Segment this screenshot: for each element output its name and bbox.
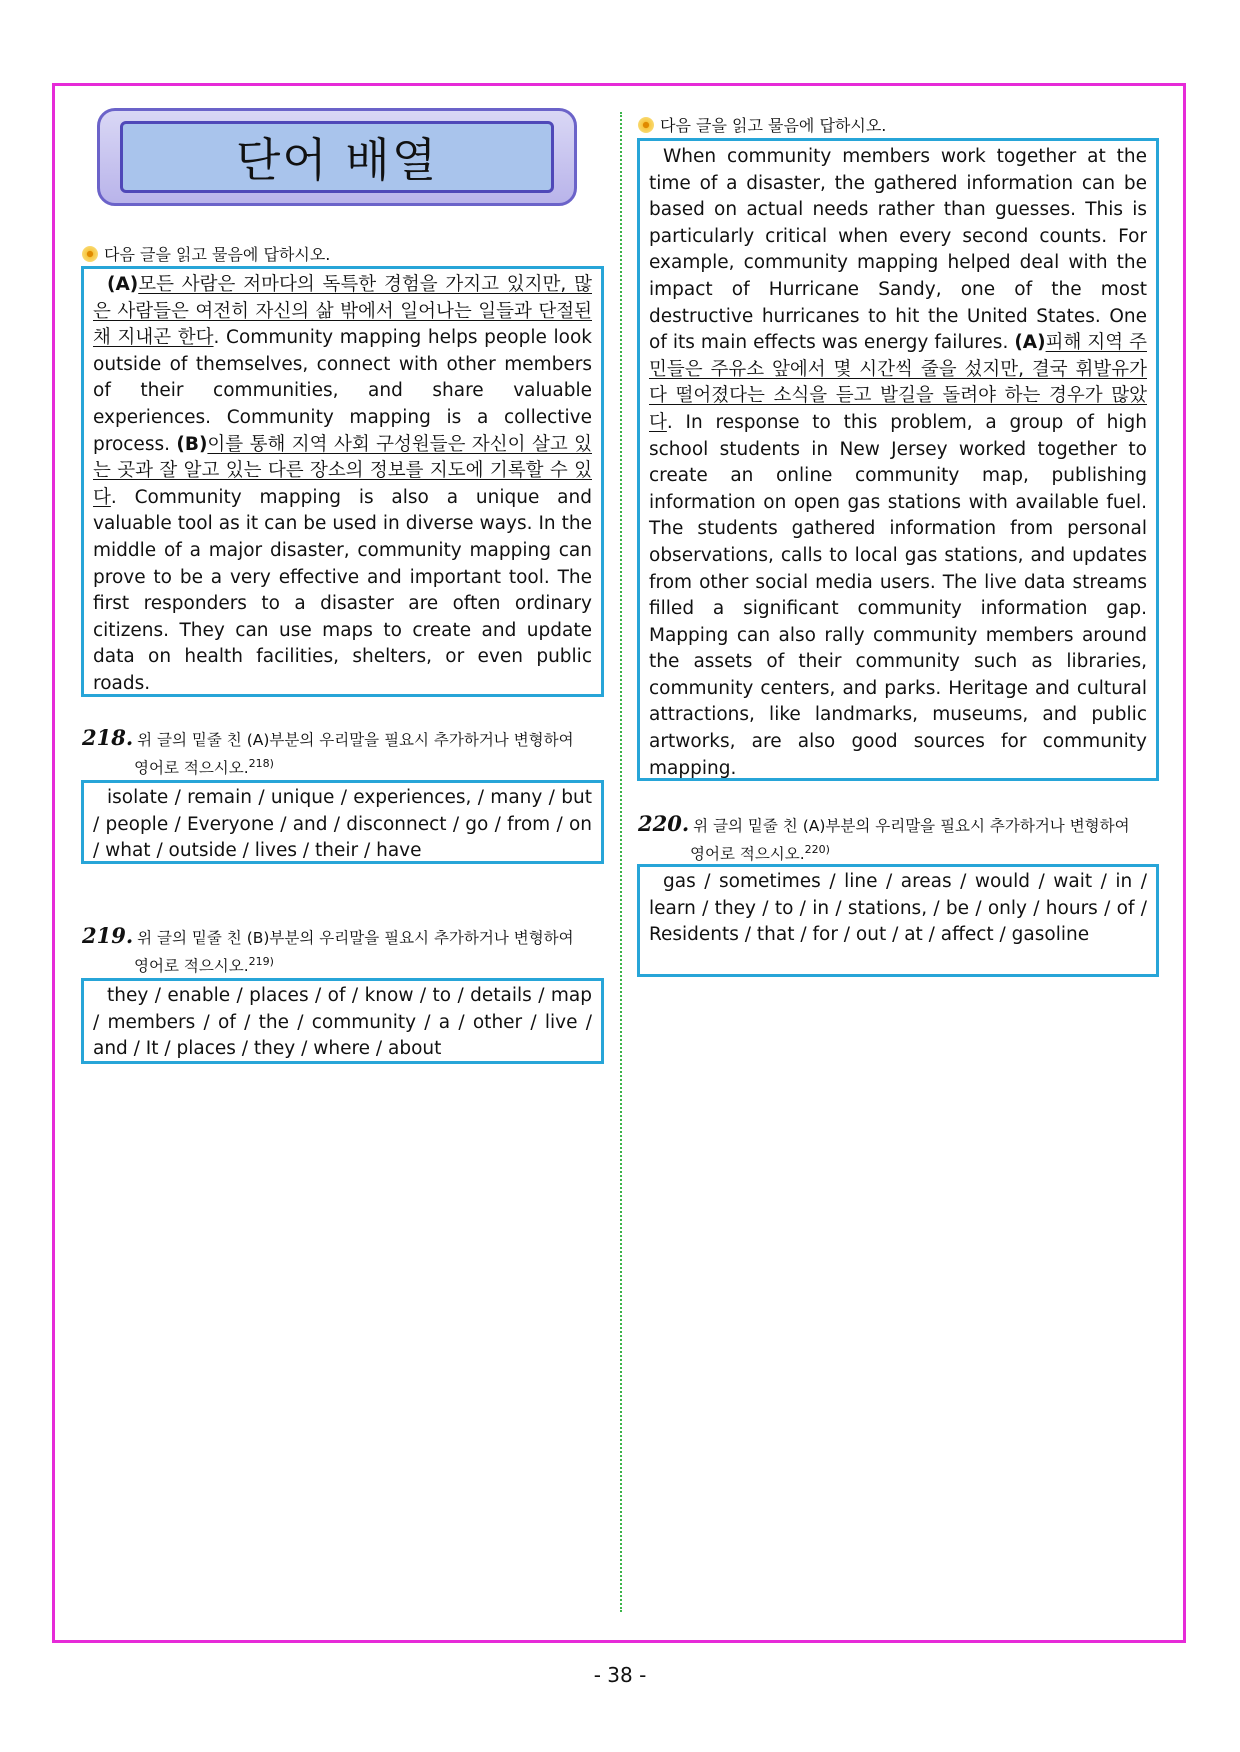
- answer-box-219: [81, 978, 604, 1064]
- question-text-2: 영어로 적으시오.: [134, 759, 249, 778]
- title-banner: [97, 108, 577, 206]
- title-inner: [120, 121, 554, 193]
- page-title: 단어 배열: [235, 133, 439, 187]
- passage-box-2: [637, 138, 1159, 781]
- answer-box-220: [637, 864, 1159, 977]
- question-text: 위 글의 밑줄 친 (A)부분의 우리말을 필요시 추가하거나 변형하여: [137, 731, 574, 749]
- question-text: 위 글의 밑줄 친 (A)부분의 우리말을 필요시 추가하거나 변형하여: [693, 817, 1130, 835]
- passage-1-part1: . Community mapping helps people look outside of themselves, connect with other members of their communities, and share valuable experiences. Community mapping is a collective process.: [93, 327, 592, 455]
- underlined-a: 피해 지역 주민들은 주유소 앞에서 몇 시간씩 줄을 섰지만, 결국 휘발유가 다 떨어졌다는 소식을 듣고 발길을 돌려야 하는 경우가 많았다: [649, 332, 1147, 433]
- question-219: [82, 924, 612, 978]
- instruction-right: [638, 113, 886, 136]
- footnote-ref: 218): [248, 757, 274, 770]
- passage-2-part1: When community members work together at the time of a disaster, the gathered information can be based on actual needs rather than guesses. This is particularly critical when every second counts. For example, community mapping helped deal with the impact of Hurricane Sandy, one of the most destructive hurricanes to hit the United States. One of its main effects was energy failures.: [649, 146, 1147, 354]
- passage-2-text: [649, 144, 1147, 782]
- underlined-b: 이를 통해 지역 사회 구성원들은 자신이 살고 있는 곳과 잘 알고 있는 다른 장소의 정보를 지도에 기록할 수 있다: [93, 433, 592, 508]
- underlined-a: 모든 사람은 저마다의 독특한 경험을 가지고 있지만, 많은 사람들은 여전히 자신의 삶 밖에서 일어나는 일들과 단절된 채 지내곤 한다: [93, 274, 592, 349]
- footnote-ref: 219): [248, 955, 274, 968]
- flower-icon: [638, 117, 654, 133]
- instruction-left: [82, 242, 330, 265]
- question-number: 218.: [82, 725, 134, 750]
- answer-box-218: [81, 780, 604, 864]
- column-divider: [620, 112, 622, 1612]
- word-bank-220: gas / sometimes / line / areas / would / wait / in / learn / they / to / in / stations, / be / only / hours / of / Residents / that / for / out / at / affect / gasoline: [649, 871, 1147, 946]
- footnote-ref: 220): [804, 843, 830, 856]
- question-220: [638, 812, 1168, 866]
- question-text-2: 영어로 적으시오.: [134, 957, 249, 976]
- page-number: - 38 -: [593, 1663, 647, 1687]
- flower-icon: [82, 246, 98, 262]
- passage-box-1: [81, 266, 604, 697]
- word-bank-219: they / enable / places / of / know / to / details / map / members / of / the / community / a / other / live / and / It / places / they / where / about: [93, 985, 592, 1060]
- question-number: 219.: [82, 923, 134, 948]
- passage-1-text: [93, 272, 592, 698]
- instruction-text: 다음 글을 읽고 물음에 답하시오.: [660, 116, 887, 135]
- question-number: 220.: [638, 811, 690, 836]
- word-bank-218: isolate / remain / unique / experiences, / many / but / people / Everyone / and / disconnect / go / from / on / what / outside / lives / their / have: [93, 787, 592, 862]
- passage-2-part2: . In response to this problem, a group of high school students in New Jersey worked together to create an online community map, publishing information on open gas stations with available fuel. The students gathered information from personal observations, calls to local gas stations, and updates from other social media users. The live data streams filled a significant community information gap. Mapping can also rally community members around the assets of their community such as libraries, community centers, and parks. Heritage and cultural attractions, like landmarks, museums, and public artworks, are also good sources for community mapping.: [649, 411, 1147, 779]
- question-text-2: 영어로 적으시오.: [690, 845, 805, 864]
- instruction-text: 다음 글을 읽고 물음에 답하시오.: [104, 245, 331, 264]
- question-218: [82, 726, 612, 780]
- marker-b: (B): [176, 433, 208, 455]
- marker-a: (A): [107, 274, 139, 295]
- passage-1-part2: . Community mapping is also a unique and valuable tool as it can be used in diverse ways. In the middle of a major disaster, community mapping can prove to be a very effective and important tool. The first responders to a disaster are often ordinary citizens. They can use maps to create and update data on health facilities, shelters, or even public roads.: [93, 486, 592, 694]
- question-text: 위 글의 밑줄 친 (B)부분의 우리말을 필요시 추가하거나 변형하여: [137, 929, 574, 947]
- marker-a: (A): [1014, 332, 1046, 354]
